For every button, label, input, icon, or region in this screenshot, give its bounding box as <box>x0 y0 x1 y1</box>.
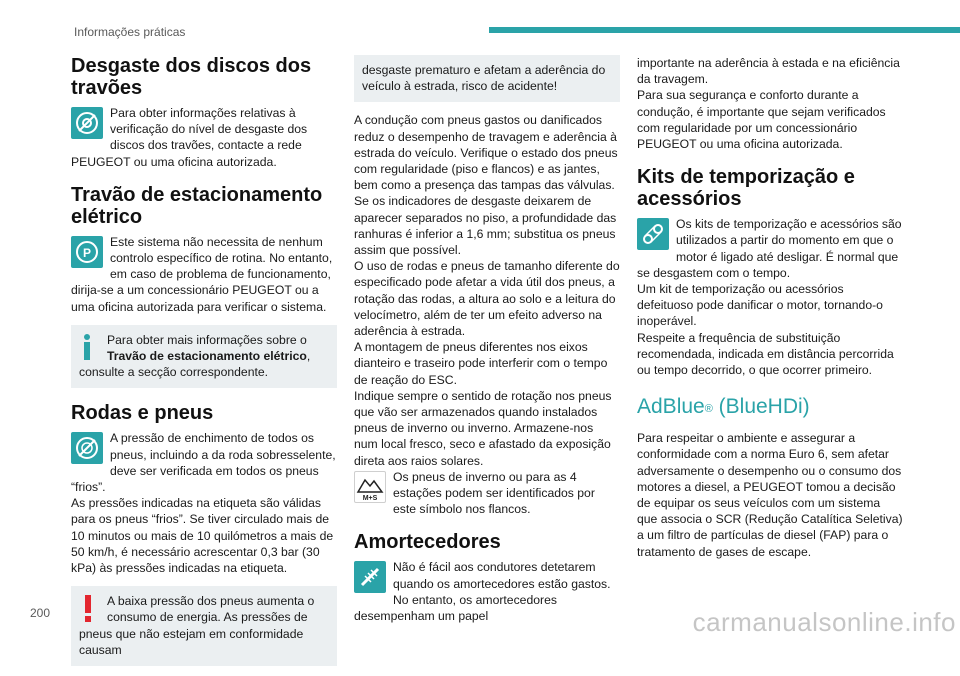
shock-absorber-icon <box>354 561 386 593</box>
heading-shock-absorbers: Amortecedores <box>354 531 501 554</box>
svg-text:P: P <box>82 245 92 260</box>
heading-brake-discs: Desgaste dos discos dos travões <box>71 55 312 99</box>
adblue-text: Para respeitar o ambiente e assegurar a conformidade com a norma Euro 6, sem afetar adversamente o desempenho ou o consumo dos motores a diesel, a PEUGEOT tomou a decisão de equipar os seus veículos com um sistema que associa o SCR (Redução Catalítica Seletiva) a um filtro de partículas de diesel (FAP) para o tratamento de gases de escape. <box>637 431 903 559</box>
timing-belt-icon <box>637 218 669 250</box>
parking-brake-icon <box>71 236 103 268</box>
kits-text-2: Um kit de temporização ou acessórios defeituoso pode danificar o motor, tornando-o inoperável. <box>637 282 883 329</box>
tyres-paragraph-2: Se os indicadores de desgaste deixarem de aparecer separados no piso, a profundidade das ranhuras é inferior a 1,6 mm; substitua os pneus assim que possível. <box>354 194 617 258</box>
heading-electric-parking-brake: Travão de estacionamento elétrico <box>71 183 323 228</box>
tyres-paragraph-3: O uso de rodas e pneus de tamanho diferente do especificado pode afetar a vida útil dos pneus, a rotação das rodas, a altura ao solo e a leitura do velocímetro, além de ter um efeito adverso na aderência à estrada. <box>354 259 620 339</box>
warning-note-continued <box>354 55 620 102</box>
page-number: 200 <box>30 606 51 620</box>
watermark: carmanualsonline.info <box>692 607 956 637</box>
shock-text: Não é fácil aos condutores detetarem quando os amortecedores estão gastos. No entanto, os amortecedores desempenham um papel <box>354 560 611 624</box>
running-head: Informações práticas <box>74 25 186 39</box>
winter-tyres-text: Os pneus de inverno ou para as 4 estações podem ser identificados por este símbolo nos flancos. <box>393 469 595 517</box>
svg-text:M+S: M+S <box>362 494 378 502</box>
heading-timing-kits: Kits de temporização e acessórios <box>637 166 855 211</box>
info-note-epb <box>71 325 337 389</box>
brake-disc-service-icon <box>71 107 103 139</box>
epb-paragraph <box>71 234 337 315</box>
tyres-paragraph-1: A condução com pneus gastos ou danificados reduz o desempenho de travagem e aderência à estrada do veículo. Verifique o estado dos pneus com regularidade (piso e flancos) e as jantes, bem como a presença das tampas das válvulas. <box>354 113 618 193</box>
tyres-paragraph-5: Indique sempre o sentido de rotação nos pneus que vão ser armazenados quando instalados pneus de inverno ou inverno. Armazene-nos num local fresco, seco e afastado da exposição direta aos raios solares. <box>354 388 612 468</box>
heading-adblue: AdBlue® (BlueHDi) <box>637 395 810 419</box>
shock-cont-1: importante na aderência à estada e na eficiência da travagem. <box>637 56 900 87</box>
wheels-text-1: A pressão de enchimento de todos os pneus, incluindo a da roda sobresselente, deve ser verificada em todos os pneus “frios”. <box>71 431 336 495</box>
kits-paragraph <box>637 216 903 378</box>
tyres-paragraph-4: A montagem de pneus diferentes nos eixos dianteiro e traseiro pode interferir com o tempo de reação do ESC. <box>354 340 608 387</box>
shock-cont-2: Para sua segurança e conforto durante a condução, é importante que sejam verificados com regularidade por um concessionário PEUGEOT ou uma oficina autorizada. <box>637 88 886 152</box>
brake-discs-paragraph <box>71 105 337 170</box>
column-1 <box>71 55 337 676</box>
column-2 <box>354 55 620 624</box>
header-accent-bar <box>489 27 960 33</box>
epb-text: Este sistema não necessita de nenhum controlo específico de rotina. No entanto, em caso de problema de funcionamento, dirija-se a um concessionário PEUGEOT ou a uma oficina autorizada para verificar o sistema. <box>71 234 333 314</box>
kits-text-1: Os kits de temporização e acessórios são utilizados a partir do momento em que o motor é ligado até desligar. É normal que se desgastem com o tempo. <box>637 217 902 280</box>
wheels-paragraph <box>71 430 337 576</box>
info-icon <box>79 332 101 362</box>
warning-note-text: A baixa pressão dos pneus aumenta o consumo de energia. As pressões de pneus que não estejam em conformidade causam <box>79 594 315 657</box>
winter-tyres-paragraph <box>354 469 620 518</box>
kits-text-3: Respeite a frequência de substituição recomendada, indicada em distância percorrida ou tempo decorrido, o que ocorrer primeiro. <box>637 330 894 378</box>
heading-wheels-tyres: Rodas e pneus <box>71 402 214 425</box>
warning-note-cont-text: desgaste prematuro e afetam a aderência do veículo à estrada, risco de acidente! <box>362 63 606 94</box>
mountain-snowflake-icon <box>354 471 386 503</box>
wheels-text-2: As pressões indicadas na etiqueta são válidas para os pneus “frios”. Se tiver circulado mais de 10 minutos ou mais de 10 quilómetros a mais de 50 km/h, é necessário acrescentar 0,3 bar (30 kPa) às pressões indicadas na etiqueta. <box>71 496 334 576</box>
warning-exclamation-icon <box>79 593 101 623</box>
column-3 <box>637 55 903 560</box>
shock-paragraph <box>354 559 620 624</box>
tyre-pressure-icon <box>71 432 103 464</box>
warning-note-tyre-pressure <box>71 586 337 666</box>
info-note-text: Para obter mais informações sobre o Travão de estacionamento elétrico, consulte a secção correspondente. <box>79 332 311 380</box>
brake-discs-text: Para obter informações relativas à verificação do nível de desgaste dos discos dos travões, contacte a rede PEUGEOT ou uma oficina autorizada. <box>71 106 308 169</box>
